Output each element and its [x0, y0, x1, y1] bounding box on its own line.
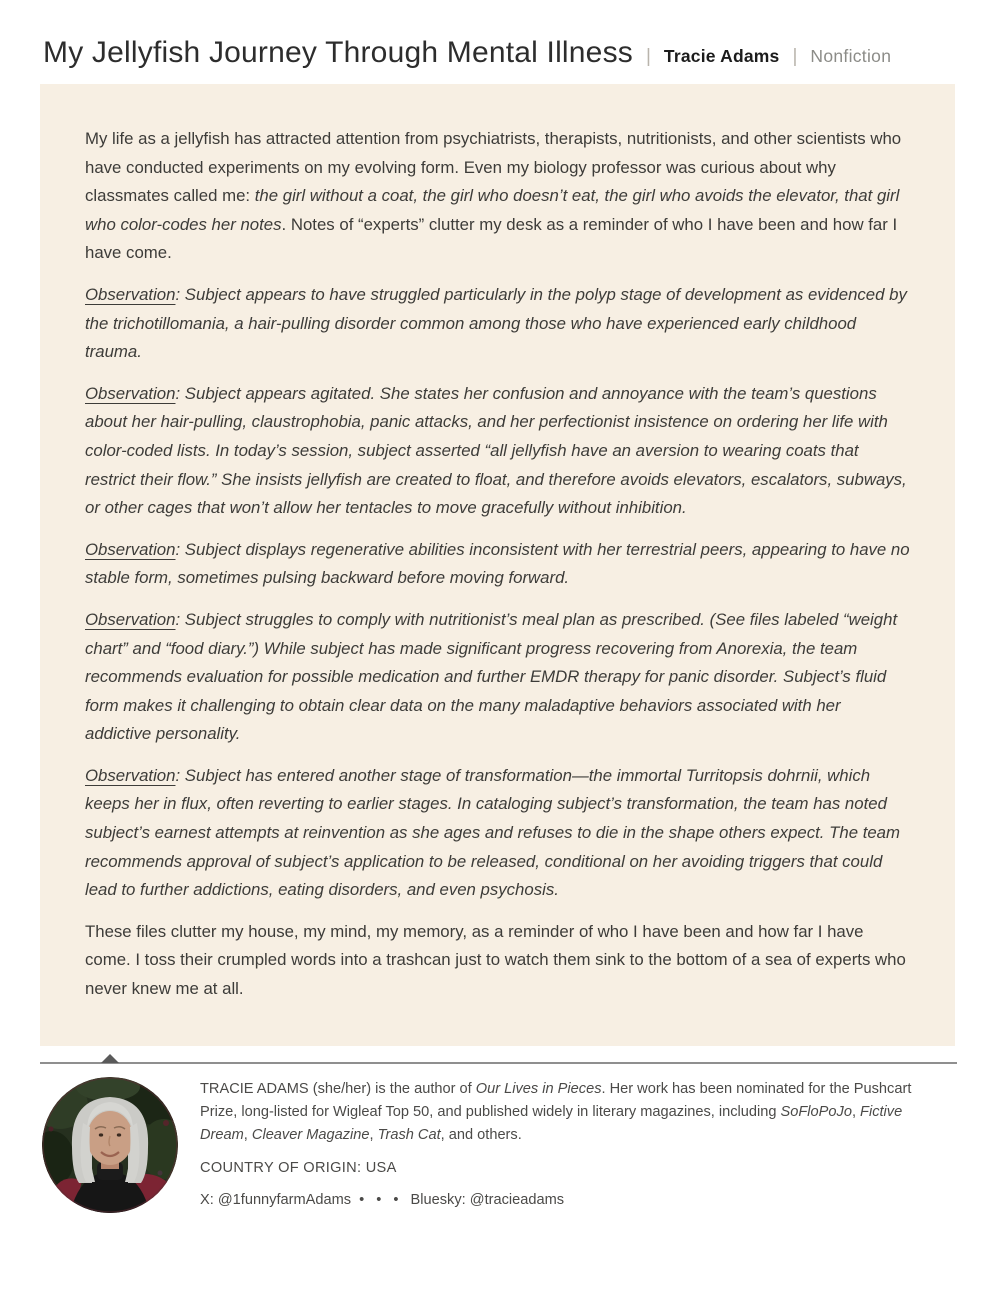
- header: [43, 36, 963, 70]
- author-bio-section: [42, 1077, 963, 1213]
- bio-mid: . Her work has been nominated for the Pushcart Prize, long-listed for Wigleaf Top 50, and published widely in literary magazines, including: [200, 1080, 912, 1121]
- arrow-up-icon: [101, 1054, 119, 1063]
- observation-body: : Subject appears to have struggled particularly in the polyp stage of development as evidenced by the trichotillomania, a hair-pulling disorder common among those who have experienced early childhood trauma.: [85, 284, 907, 362]
- bluesky-handle-link[interactable]: @tracieadams: [469, 1192, 565, 1209]
- observation-paragraph-3: [85, 536, 910, 593]
- bluesky-label: Bluesky:: [410, 1192, 470, 1209]
- bio-paragraph: [200, 1078, 945, 1148]
- author-portrait-image: [42, 1077, 178, 1213]
- observation-paragraph-2: [85, 380, 910, 523]
- author-name: Tracie Adams: [663, 46, 780, 66]
- x-handle-link[interactable]: @1funnyfarmAdams: [217, 1192, 352, 1209]
- bio-text: [200, 1077, 945, 1213]
- bio-tail: , and others.: [440, 1127, 522, 1144]
- country-of-origin: COUNTRY OF ORIGIN: USA: [200, 1159, 397, 1176]
- observation-body: : Subject struggles to comply with nutritionist’s meal plan as prescribed. (See files labeled “weight chart” and “food diary.”) While subject has made significant progress recovering from Anorexia, the team recommends evaluation for possible medication and further EMDR therapy for panic disorder. Subject’s fluid form makes it challenging to obtain clear data on the many maladaptive behaviors associated with her addictive personality.: [85, 609, 898, 744]
- closing-paragraph: These files clutter my house, my mind, my memory, as a reminder of who I have been and how far I have come. I toss their crumpled words into a trashcan just to watch them sink to the bottom of a sea of experts who never knew me at all.: [85, 921, 906, 999]
- page: [0, 36, 1003, 1225]
- observation-label: Observation: [85, 284, 176, 304]
- intro-italic: the girl without a coat, the girl who doesn’t eat, the girl who avoids the elevator, that girl who color-codes her notes: [85, 186, 900, 234]
- observation-label: Observation: [85, 383, 176, 403]
- bio-magazine: Cleaver Magazine: [251, 1127, 370, 1144]
- observation-body: : Subject displays regenerative abilities inconsistent with her terrestrial peers, appearing to have no stable form, sometimes pulsing backward before moving forward.: [85, 539, 910, 588]
- observation-label: Observation: [85, 765, 176, 785]
- bio-magazine: Fictive Dream: [200, 1104, 903, 1144]
- bio-book-title: Our Lives in Pieces: [475, 1080, 602, 1097]
- bio-comma: ,: [369, 1127, 378, 1144]
- observation-label: Observation: [85, 609, 176, 629]
- author-photo: [42, 1077, 178, 1213]
- bio-magazine: SoFloPoJo: [780, 1104, 852, 1121]
- bio-comma: ,: [243, 1127, 252, 1144]
- intro-paragraph: [85, 125, 910, 268]
- observation-body: : Subject has entered another stage of transformation—the immortal Turritopsis dohrnii, which keeps her in flux, often reverting to earlier stages. In cataloging subject’s transformation, the team has noted subject’s earnest attempts at reinvention as she ages and refuses to die in the shape others expect. The team recommends approval of subject’s application to be released, conditional on her avoiding triggers that could lead to further addictions, eating disorders, and even psychosis.: [85, 765, 900, 900]
- intro-lead: My life as a jellyfish has attracted attention from psychiatrists, therapists, nutritionists, and other scientists who have conducted experiments on my evolving form. Even my biology professor was curious about why classmates called me:: [85, 129, 902, 206]
- observation-body: : Subject appears agitated. She states her confusion and annoyance with the team’s questions about her hair-pulling, claustrophobia, panic attacks, and her perfectionist insistence on ordering her life with color-coded lists. In today’s session, subject asserted “all jellyfish have an aversion to wearing coats that restrict their flow.” She insists jellyfish are created to float, and therefore avoids elevators, escalators, subways, or other cages that won’t allow her tentacles to move gracefully without inhibition.: [85, 383, 907, 518]
- observation-paragraph-1: [85, 281, 910, 367]
- intro-tail: . Notes of “experts” clutter my desk as a reminder of who I have been and how far I have come.: [85, 214, 898, 263]
- bio-comma: ,: [851, 1104, 861, 1121]
- essay-panel: [40, 84, 955, 1046]
- title-separator: |: [645, 46, 651, 67]
- genre-label: Nonfiction: [810, 46, 892, 66]
- title-separator-2: |: [792, 46, 798, 67]
- section-divider: [40, 1062, 957, 1064]
- bio-lead: TRACIE ADAMS (she/her) is the author of: [200, 1080, 476, 1097]
- observation-paragraph-4: [85, 606, 910, 749]
- page-title: My Jellyfish Journey Through Mental Illness: [43, 36, 633, 69]
- social-line: [200, 1189, 945, 1212]
- bio-magazine: Trash Cat: [377, 1127, 441, 1144]
- observation-paragraph-5: [85, 762, 910, 905]
- dots-separator: • • •: [359, 1192, 403, 1209]
- x-label: X:: [200, 1192, 218, 1209]
- observation-label: Observation: [85, 539, 176, 559]
